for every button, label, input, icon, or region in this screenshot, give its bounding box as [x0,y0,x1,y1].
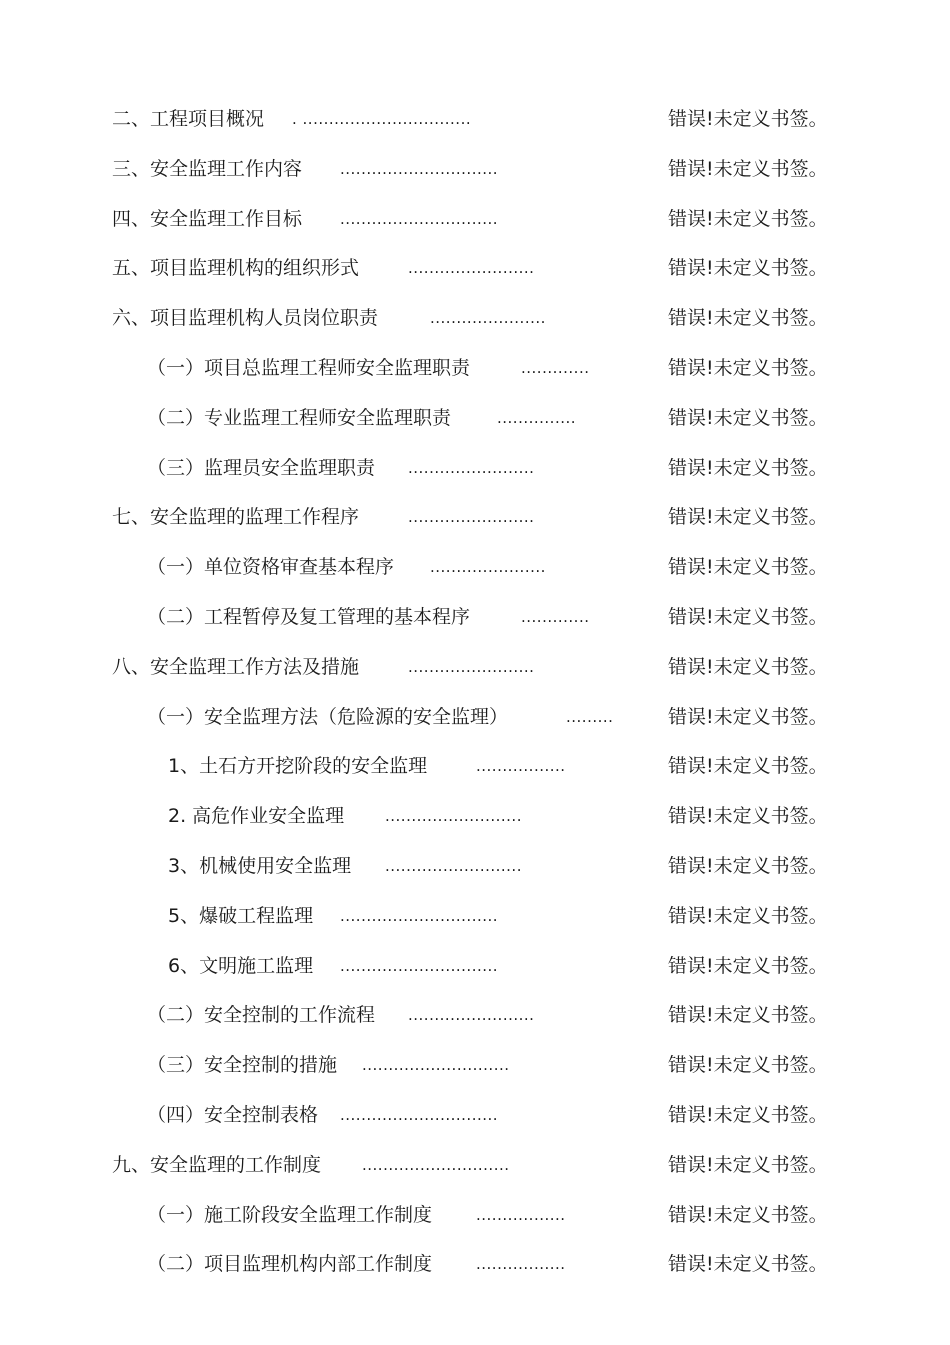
toc-entry-leader: ...................... [430,309,546,328]
toc-entry-page-ref: 错误!未定义书签。 [668,157,828,180]
toc-entry-leader: ................. [476,757,566,776]
toc-entry-title: 6、文明施工监理 [168,954,314,977]
toc-entry[interactable] [0,344,950,394]
toc-entry[interactable] [0,892,950,942]
toc-entry[interactable] [0,1041,950,1091]
toc-entry-leader: .............................. [340,906,499,925]
toc-entry-leader: ........................ [408,458,535,477]
toc-entry-page-ref: 错误!未定义书签。 [668,1253,828,1276]
toc-entry[interactable] [0,493,950,543]
toc-entry-title: 1、土石方开挖阶段的安全监理 [168,755,428,778]
toc-entry-page-ref: 错误!未定义书签。 [668,356,828,379]
toc-entry[interactable] [0,145,950,195]
toc-entry[interactable] [0,95,950,145]
toc-entry-title: 四、安全监理工作目标 [112,207,303,230]
toc-entry[interactable] [0,792,950,842]
toc-entry-page-ref: 错误!未定义书签。 [668,1153,828,1176]
toc-entry-title: （三）监理员安全监理职责 [147,456,376,479]
toc-entry-leader: ........................ [408,657,535,676]
toc-entry[interactable] [0,643,950,693]
toc-entry-leader: .............................. [340,956,499,975]
toc-entry-title: （一）安全监理方法（危险源的安全监理） [147,705,509,728]
toc-entry-leader: ........................ [408,1006,535,1025]
toc-entry-page-ref: 错误!未定义书签。 [668,854,828,877]
toc-entry[interactable] [0,593,950,643]
toc-entry-title: （二）安全控制的工作流程 [147,1004,376,1027]
toc-entry-page-ref: 错误!未定义书签。 [668,755,828,778]
toc-entry-title: 六、项目监理机构人员岗位职责 [112,307,379,330]
toc-entry-page-ref: 错误!未定义书签。 [668,1103,828,1126]
toc-entry-title: 5、爆破工程监理 [168,904,314,927]
toc-entry-title: （一）项目总监理工程师安全监理职责 [147,356,471,379]
toc-entry-leader: .......................... [385,856,522,875]
toc-entry-title: 八、安全监理工作方法及措施 [112,655,360,678]
toc-entry-page-ref: 错误!未定义书签。 [668,705,828,728]
toc-entry[interactable] [0,543,950,593]
toc-entry-title: 3、机械使用安全监理 [168,854,352,877]
toc-entry-title: （二）工程暂停及复工管理的基本程序 [147,605,471,628]
toc-entry-leader: .............................. [340,209,499,228]
toc-entry-page-ref: 错误!未定义书签。 [668,1004,828,1027]
toc-entry[interactable] [0,244,950,294]
toc-entry-title: 七、安全监理的监理工作程序 [112,506,360,529]
toc-entry[interactable] [0,842,950,892]
toc-entry[interactable] [0,294,950,344]
toc-entry-page-ref: 错误!未定义书签。 [668,406,828,429]
toc-entry-page-ref: 错误!未定义书签。 [668,307,828,330]
toc-entry-title: （二）项目监理机构内部工作制度 [147,1253,433,1276]
toc-entry-leader: ........................ [408,259,535,278]
toc-entry-page-ref: 错误!未定义书签。 [668,556,828,579]
toc-entry-page-ref: 错误!未定义书签。 [668,257,828,280]
toc-entry-leader: ............................ [362,1056,510,1075]
toc-entry[interactable] [0,1240,950,1290]
toc-entry-page-ref: 错误!未定义书签。 [668,904,828,927]
toc-entry-page-ref: 错误!未定义书签。 [668,207,828,230]
toc-entry[interactable] [0,742,950,792]
table-of-contents [0,95,950,1290]
toc-entry-page-ref: 错误!未定义书签。 [668,954,828,977]
toc-entry-title: 五、项目监理机构的组织形式 [112,257,360,280]
toc-entry-page-ref: 错误!未定义书签。 [668,506,828,529]
toc-entry-page-ref: 错误!未定义书签。 [668,1054,828,1077]
toc-entry-title: （二）专业监理工程师安全监理职责 [147,406,452,429]
toc-entry[interactable] [0,394,950,444]
toc-entry-leader: ........................ [408,508,535,527]
toc-entry[interactable] [0,1091,950,1141]
toc-entry-leader: ............................ [362,1155,510,1174]
toc-entry-title: （一）施工阶段安全监理工作制度 [147,1203,433,1226]
toc-entry-title: 2. 高危作业安全监理 [168,805,345,828]
toc-entry-leader: .............................. [340,159,499,178]
toc-entry-leader: ............... [497,408,577,427]
toc-entry[interactable] [0,1191,950,1241]
toc-entry-title: 九、安全监理的工作制度 [112,1153,322,1176]
toc-entry-title: （三）安全控制的措施 [147,1054,338,1077]
toc-entry[interactable] [0,942,950,992]
toc-entry[interactable] [0,693,950,743]
toc-entry[interactable] [0,991,950,1041]
toc-entry-page-ref: 错误!未定义书签。 [668,805,828,828]
toc-entry-leader: ......... [566,707,614,726]
toc-entry-page-ref: 错误!未定义书签。 [668,456,828,479]
toc-entry-title: （一）单位资格审查基本程序 [147,556,395,579]
toc-entry-title: （四）安全控制表格 [147,1103,319,1126]
toc-entry[interactable] [0,195,950,245]
toc-entry-leader: . ................................ [292,110,472,128]
toc-entry-page-ref: 错误!未定义书签。 [668,108,828,130]
toc-entry-page-ref: 错误!未定义书签。 [668,605,828,628]
toc-entry-leader: ................. [476,1205,566,1224]
toc-entry-leader: .......................... [385,807,522,826]
toc-entry-leader: ...................... [430,558,546,577]
toc-entry[interactable] [0,1141,950,1191]
toc-entry-title: 二、工程项目概况 [112,108,265,130]
toc-entry[interactable] [0,444,950,494]
toc-entry-leader: ............. [521,358,590,377]
toc-entry-leader: ................. [476,1255,566,1274]
toc-entry-page-ref: 错误!未定义书签。 [668,1203,828,1226]
toc-entry-leader: ............. [521,607,590,626]
toc-entry-leader: .............................. [340,1105,499,1124]
toc-entry-page-ref: 错误!未定义书签。 [668,655,828,678]
toc-entry-title: 三、安全监理工作内容 [112,157,303,180]
